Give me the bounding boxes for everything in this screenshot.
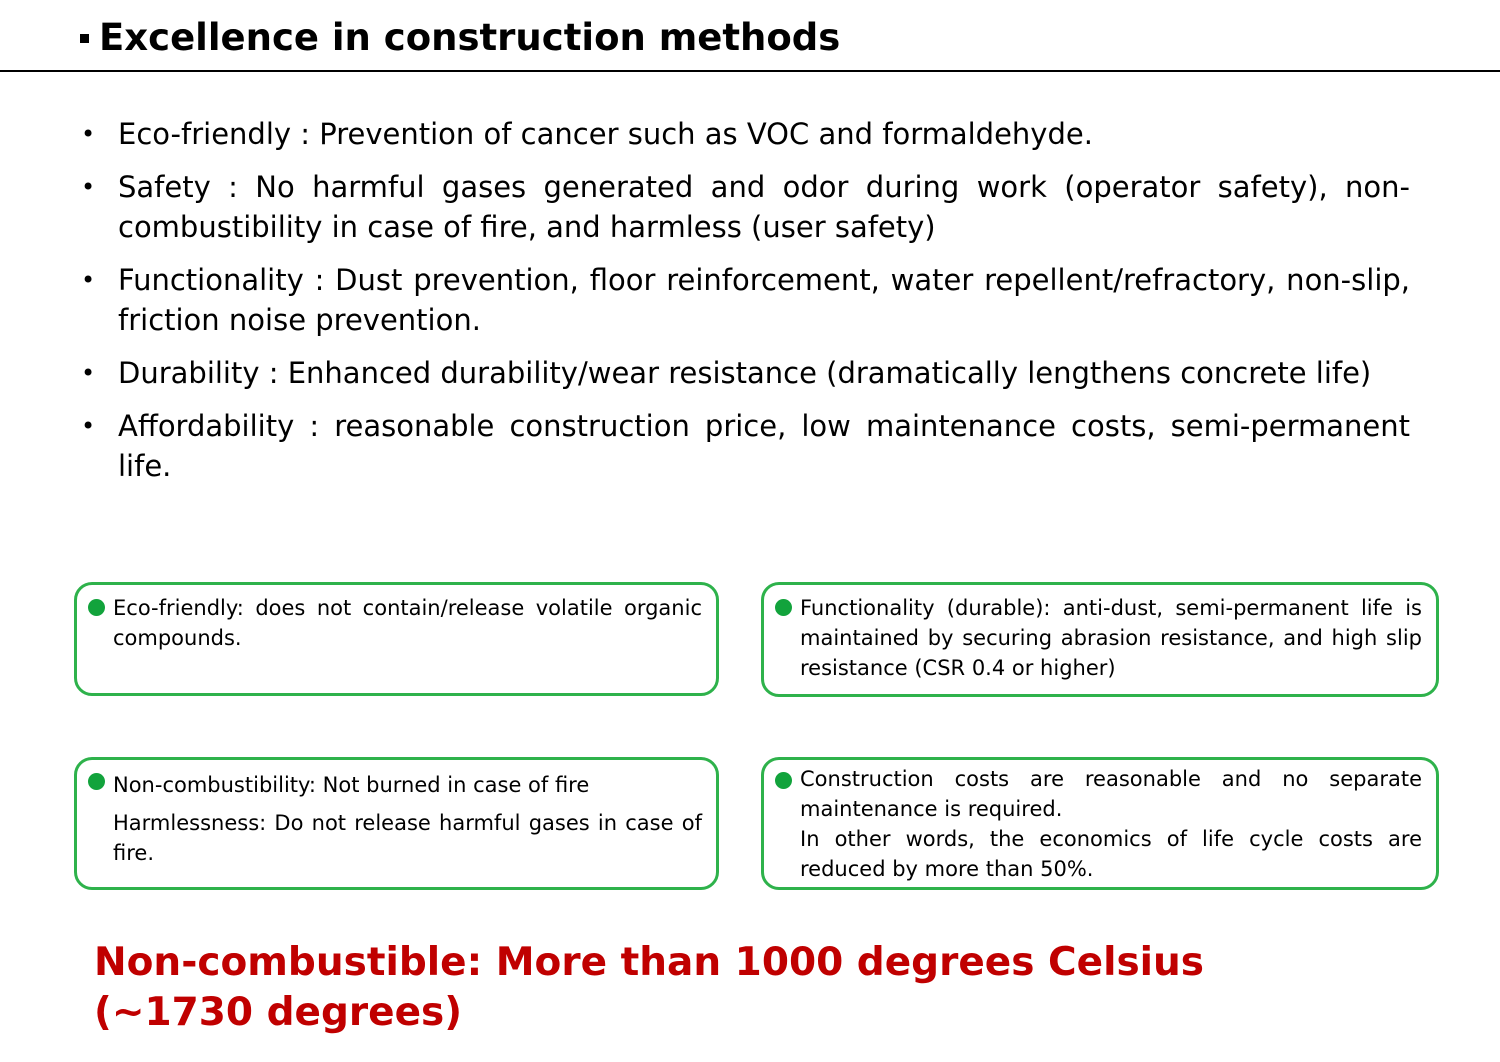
bullet-dot-icon: • bbox=[81, 173, 96, 201]
bullet-text: Functionality : Dust prevention, floor reinforcement, water repellent/refractory, non-slip, friction noise prevention. bbox=[118, 263, 1410, 337]
green-circle-icon bbox=[88, 599, 105, 616]
title-text: Excellence in construction methods bbox=[99, 16, 841, 59]
bullet-item bbox=[78, 167, 1410, 247]
bullet-text: Affordability : reasonable construction price, low maintenance costs, semi-permanent life. bbox=[118, 409, 1410, 483]
cost-box bbox=[761, 757, 1439, 890]
functionality-text: Functionality (durable): anti-dust, semi-permanent life is maintained by securing abrasion resistance, and high slip resistance (CSR 0.4 or higher) bbox=[800, 596, 1422, 680]
functionality-box bbox=[761, 582, 1439, 697]
slide-title bbox=[80, 14, 840, 62]
feature-bullet-list bbox=[78, 114, 1410, 499]
title-divider bbox=[0, 70, 1500, 72]
life-cycle-cost-text: In other words, the economics of life cycle costs are reduced by more than 50%. bbox=[800, 827, 1422, 881]
bullet-item bbox=[78, 260, 1410, 340]
green-circle-icon bbox=[775, 599, 792, 616]
bullet-item bbox=[78, 406, 1410, 486]
green-circle-icon bbox=[88, 773, 105, 790]
bullet-dot-icon: • bbox=[81, 266, 96, 294]
bullet-text: Safety : No harmful gases generated and odor during work (operator safety), non-combustibility in case of fire, and harmless (user safety) bbox=[118, 170, 1410, 244]
construction-cost-text: Construction costs are reasonable and no separate maintenance is required. bbox=[800, 767, 1422, 821]
safety-box bbox=[74, 757, 719, 890]
non-combustibility-text: Non-combustibility: Not burned in case of fire bbox=[113, 773, 590, 797]
bullet-item bbox=[78, 114, 1410, 154]
title-square-bullet-icon bbox=[80, 34, 89, 43]
green-circle-icon bbox=[775, 772, 792, 789]
bullet-dot-icon: • bbox=[81, 120, 96, 148]
bullet-text: Eco-friendly : Prevention of cancer such as VOC and formaldehyde. bbox=[118, 117, 1093, 151]
eco-friendly-text: Eco-friendly: does not contain/release volatile organic compounds. bbox=[113, 596, 702, 650]
bullet-dot-icon: • bbox=[81, 412, 96, 440]
bullet-text: Durability : Enhanced durability/wear resistance (dramatically lengthens concrete life) bbox=[118, 356, 1372, 390]
bullet-dot-icon: • bbox=[81, 359, 96, 387]
harmlessness-text: Harmlessness: Do not release harmful gases in case of fire. bbox=[113, 811, 702, 865]
eco-friendly-box bbox=[74, 582, 719, 696]
non-combustible-note: Non-combustible: More than 1000 degrees Celsius (~1730 degrees) bbox=[94, 940, 1205, 1035]
bullet-item bbox=[78, 353, 1410, 393]
